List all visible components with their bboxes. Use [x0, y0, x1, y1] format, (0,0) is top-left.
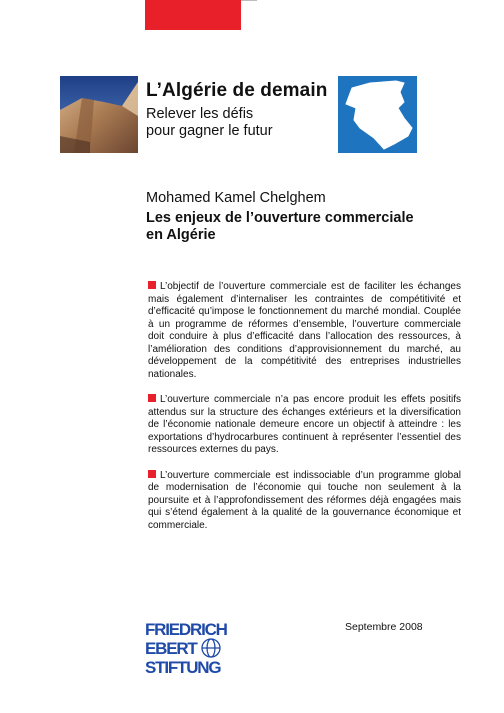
header-photo — [60, 76, 138, 153]
summary-paragraph-text: L’ouverture commerciale n’a pas encore produit les effets positifs attendus sur la structure des échanges extérieurs et la diversification de l’économie nationale demeure encore un objectif à atteindre : les exportations d’hydrocarbures continuent à représenter l’essentiel des ressources externes du pays. — [148, 394, 461, 455]
svg-text:STIFTUNG: STIFTUNG — [145, 658, 221, 676]
header-title: L’Algérie de demain — [146, 80, 328, 101]
svg-text:FRIEDRICH: FRIEDRICH — [145, 620, 227, 639]
summary-paragraph-text: L’ouverture commerciale est indissociable d’un programme global de modernisation de l’économie qui touche non seulement à la poursuite et à l’approfondissement des réformes déjà engagées mais qui s’étend également à la qualité de la gouvernance économique et commerciale. — [148, 469, 461, 531]
header-subtitle-line: Relever les défis — [146, 106, 254, 122]
document-title-line: en Algérie — [146, 227, 216, 243]
svg-text:EBERT: EBERT — [145, 639, 197, 658]
friedrich-ebert-stiftung-logo — [145, 620, 233, 676]
document-title — [146, 210, 414, 244]
publication-date: Septembre 2008 — [345, 621, 423, 633]
summary-paragraph — [148, 394, 461, 457]
top-divider-line — [241, 0, 257, 1]
author-name: Mohamed Kamel Chelghem — [146, 190, 326, 206]
top-red-bar — [145, 0, 241, 30]
header-subtitle-line: pour gagner le futur — [146, 123, 273, 139]
algeria-map — [338, 76, 417, 153]
red-square-bullet-icon — [148, 394, 156, 402]
summary-paragraph-text: L’objectif de l’ouverture commerciale est de faciliter les échanges mais également d’internaliser les contraintes de compétitivité et d’efficacité qu’impose le fonctionnement du marché mondial. Couplée à un programme de réformes d’ensemble, l’ouverture commerciale doit conduire à plus d’efficacité dans l’allocation des ressources, à l’amélioration des conditions d’approvisionnement du marché, au développement de la compétitivité des entreprises industrielles nationales. — [148, 281, 461, 380]
summary-paragraphs — [148, 281, 461, 545]
document-title-line: Les enjeux de l’ouverture commerciale — [146, 210, 414, 226]
summary-paragraph — [148, 281, 461, 381]
red-square-bullet-icon — [148, 470, 156, 478]
red-square-bullet-icon — [148, 281, 156, 289]
summary-paragraph — [148, 470, 461, 533]
header-subtitle — [146, 106, 273, 140]
